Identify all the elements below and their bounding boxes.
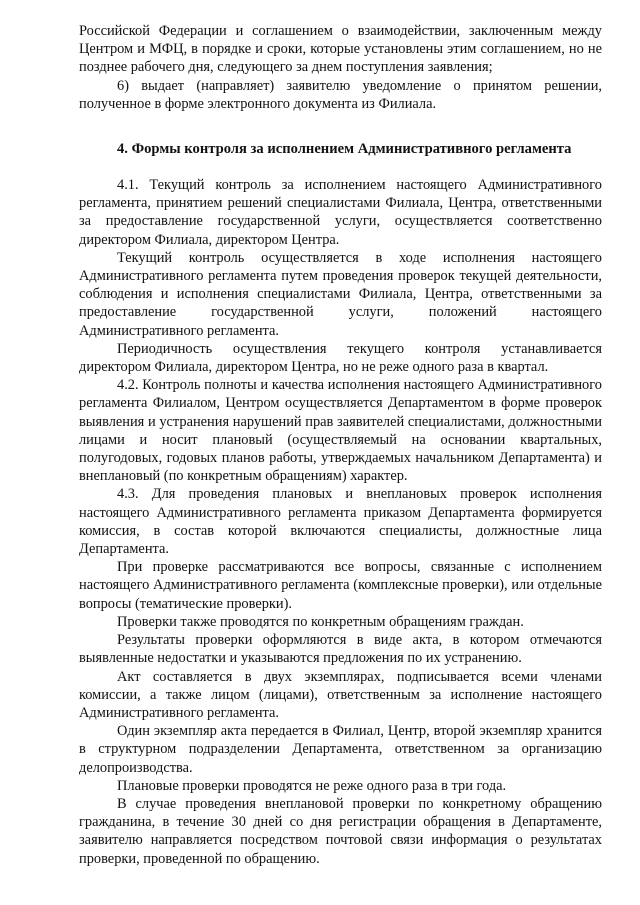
paragraph: Один экземпляр акта передается в Филиал, Центр, второй экземпляр хранится в структурном подразделении Департамента, ответственном за организацию делопроизводства. (79, 723, 602, 776)
paragraph: Плановые проверки проводятся не реже одного раза в три года. (117, 777, 507, 794)
paragraph: Акт составляется в двух экземплярах, подписывается всеми членами комиссии, а также лицом (лицами), ответственным за исполнение настоящего Административного регламента. (79, 668, 602, 721)
section-heading: 4. Формы контроля за исполнением Административного регламента (117, 141, 572, 158)
paragraph-continued: Российской Федерации и соглашением о взаимодействии, заключенным между Центром и МФЦ, в порядке и сроки, которые установлены этим соглашением, но не позднее рабочего дня, следующего за днем поступления заявления; (79, 23, 602, 76)
paragraph: При проверке рассматриваются все вопросы, связанные с исполнением настоящего Административного регламента (комплексные проверки), или отдельные вопросы (тематические проверки). (79, 559, 602, 612)
paragraph: Текущий контроль осуществляется в ходе исполнения настоящего Административного регламента путем проведения проверок текущей деятельности, соблюдения и исполнения специалистами Филиала, Центра, ответственными за предоставление государственной услуги, положений настоящего Административного регламента. (79, 249, 602, 339)
paragraph-item-6: 6) выдает (направляет) заявителю уведомление о принятом решении, полученное в форме электронного документа из Филиала. (79, 77, 602, 112)
paragraph-4-1: 4.1. Текущий контроль за исполнением настоящего Административного регламента, принятием решений специалистами Филиала, Центра, ответственными за предоставление государственной услуги, осуществляется соответственно директором Филиала, директором Центра. (79, 177, 602, 248)
paragraph-4-2: 4.2. Контроль полноты и качества исполнения настоящего Административного регламента Филиалом, Центром осуществляется Департаментом в форме проверок выявления и устранения нарушений прав заявителей специалистами, должностными лицами и носит плановый (осуществляемый на основании квартальных, полугодовых, годовых планов работы, утверждаемых начальником Департамента) и внеплановый (по конкретным обращениям) характер. (79, 377, 602, 485)
paragraph: Проверки также проводятся по конкретным обращениям граждан. (117, 613, 524, 630)
paragraph: Результаты проверки оформляются в виде акта, в котором отмечаются выявленные недостатки и указываются предложения по их устранению. (79, 632, 602, 667)
paragraph: Периодичность осуществления текущего контроля устанавливается директором Филиала, директором Центра, но не реже одного раза в квартал. (79, 340, 602, 376)
paragraph: В случае проведения внеплановой проверки по конкретному обращению гражданина, в течение 30 дней со дня регистрации обращения в Департаменте, заявителю направляется посредством почтовой связи информация о результатах проверки, проведенной по обращению. (79, 795, 602, 867)
paragraph-4-3: 4.3. Для проведения плановых и внеплановых проверок исполнения настоящего Административного регламента приказом Департамента формируется комиссия, в состав которой включаются специалисты, должностные лица Департамента. (79, 486, 602, 558)
